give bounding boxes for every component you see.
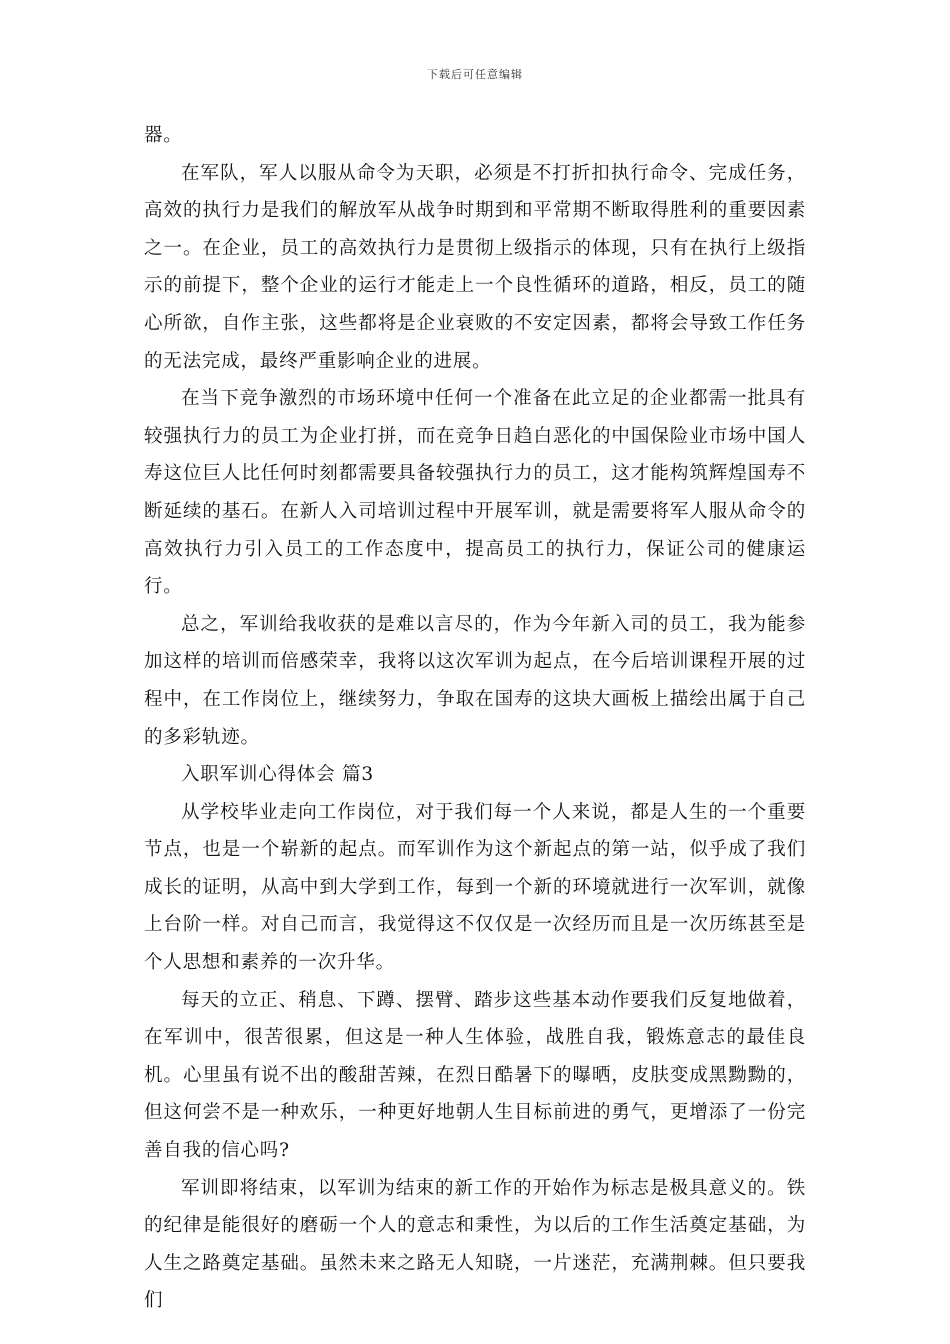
paragraph: 在军队，军人以服从命令为天职，必须是不打折扣执行命令、完成任务，高效的执行力是我们的解放军从战争时期到和平常期不断取得胜利的重要因素之一。在企业，员工的高效执行力是贯彻上级指示的体现，只有在执行上级指示的前提下，整个企业的运行才能走上一个良性循环的道路，相反，员工的随心所欲，自作主张，这些都将是企业衰败的不安定因素，都将会导致工作任务的无法完成，最终严重影响企业的进展。 [144,162,806,372]
paragraph: 从学校毕业走向工作岗位，对于我们每一个人来说，都是人生的一个重要节点，也是一个崭新的起点。而军训作为这个新起点的第一站，似乎成了我们成长的证明，从高中到大学到工作，每到一个新的环境就进行一次军训，就像上台阶一样。对自己而言，我觉得这不仅仅是一次经历而且是一次历练甚至是个人思想和素养的一次升华。 [144,801,806,974]
document-body [144,117,806,1320]
paragraph: 军训即将结束，以军训为结束的新工作的开始作为标志是极具意义的。铁的纪律是能很好的磨砺一个人的意志和秉性，为以后的工作生活奠定基础，为人生之路奠定基础。虽然未来之路无人知晓，一片迷茫，充满荆棘。但只要我们 [144,1177,806,1312]
paragraph: 器。 [144,125,183,146]
paragraph: 每天的立正、稍息、下蹲、摆臂、踏步这些基本动作要我们反复地做着，在军训中，很苦很累，但这是一种人生体验，战胜自我，锻炼意志的最佳良机。心里虽有说不出的酸甜苦辣，在烈日酷暑下的曝晒，皮肤变成黑黝黝的，但这何尝不是一种欢乐，一种更好地朝人生目标前进的勇气，更增添了一份完善自我的信心吗? [144,989,806,1162]
paragraph: 总之，军训给我收获的是难以言尽的，作为今年新入司的员工，我为能参加这样的培训而倍感荣幸，我将以这次军训为起点，在今后培训课程开展的过程中，在工作岗位上，继续努力，争取在国寿的这块大画板上描绘出属于自己的多彩轨迹。 [144,613,806,748]
section-heading: 入职军训心得体会 篇3 [181,764,374,786]
paragraph: 在当下竞争激烈的市场环境中任何一个准备在此立足的企业都需一批具有较强执行力的员工为企业打拼，而在竞争日趋白恶化的中国保险业市场中国人寿这位巨人比任何时刻都需要具备较强执行力的员工，这才能构筑辉煌国寿不断延续的基石。在新人入司培训过程中开展军训，就是需要将军人服从命令的高效执行力引入员工的工作态度中，提高员工的执行力，保证公司的健康运行。 [144,388,806,598]
page-header: 下载后可任意编辑 [427,68,523,81]
